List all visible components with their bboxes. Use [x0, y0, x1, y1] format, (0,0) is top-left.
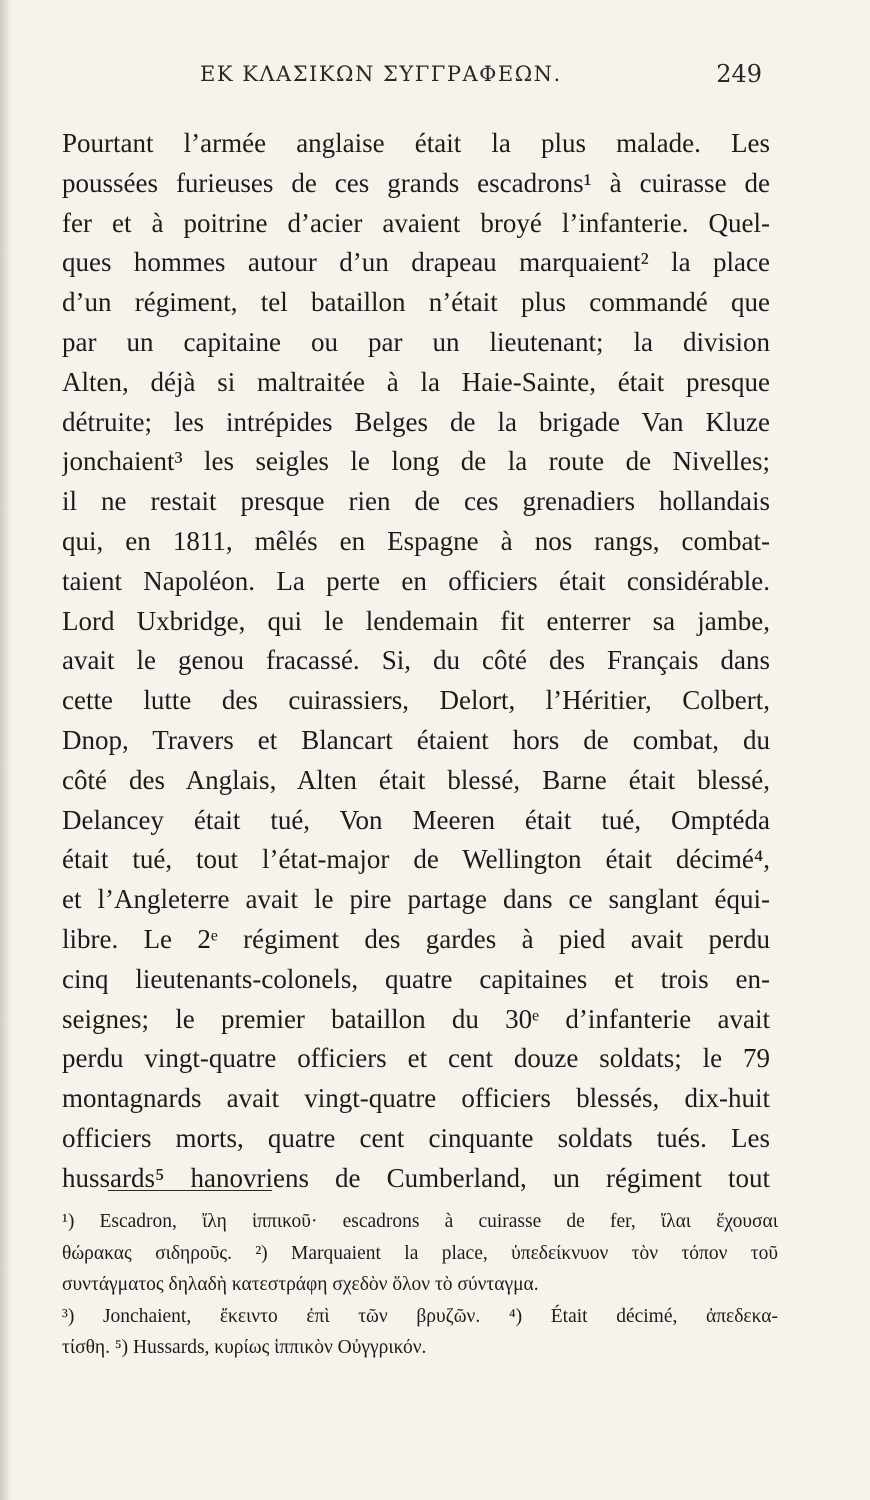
footnote-line: ³) Jonchaient, ἔκειντο ἐπὶ τῶν βρυζῶν. ⁴) Était décimé, ἀπεδεκα- — [62, 1305, 778, 1327]
text-line: Dnop, Travers et Blancart étaient hors de combat, du — [62, 724, 770, 755]
footnotes — [62, 1206, 778, 1364]
footnote-line: συντάγματος δηλαδὴ κατεστράφη σχεδὸν ὅλον τὸ σύνταγμα. — [62, 1274, 539, 1295]
text-line: détruite; les intrépides Belges de la brigade Van Kluze — [62, 406, 770, 437]
text-line: jonchaient³ les seigles le long de la route de Nivelles; — [62, 446, 770, 477]
footnote-rule — [108, 1190, 272, 1191]
text-line: qui, en 1811, mêlés en Espagne à nos rangs, combat- — [62, 525, 770, 556]
footnote-line: θώρακας σιδηροῦς. ²) Marquaient la place, ὑπεδείκνυον τὸν τόπον τοῦ — [62, 1242, 778, 1264]
text-line: libre. Le 2ᵉ régiment des gardes à pied avait perdu — [62, 923, 770, 954]
text-line: avait le genou fracassé. Si, du côté des Français dans — [62, 645, 770, 676]
text-line: Alten, déjà si maltraitée à la Haie-Sainte, était presque — [62, 366, 770, 397]
text-line: officiers morts, quatre cent cinquante soldats tués. Les — [62, 1122, 770, 1153]
page-header — [200, 62, 770, 98]
text-line: côté des Anglais, Alten était blessé, Barne était blessé, — [62, 764, 770, 795]
binding-edge — [0, 0, 12, 1500]
text-line: montagnards avait vingt-quatre officiers blessés, dix-huit — [62, 1083, 770, 1114]
text-line: taient Napoléon. La perte en officiers était considérable. — [62, 565, 770, 596]
text-line: Pourtant l’armée anglaise était la plus malade. Les — [62, 128, 770, 158]
text-line: et l’Angleterre avait le pire partage dans ce sanglant équi- — [62, 884, 770, 915]
text-line: ques hommes autour d’un drapeau marquaient² la place — [62, 247, 770, 278]
text-line: était tué, tout l’état-major de Wellington était décimé⁴, — [62, 844, 770, 875]
text-line: hussards⁵ hanovriens de Cumberland, un régiment tout — [62, 1162, 770, 1193]
text-line: cette lutte des cuirassiers, Delort, l’Héritier, Colbert, — [62, 685, 770, 716]
text-line: fer et à poitrine d’acier avaient broyé l’infanterie. Quel- — [62, 207, 770, 238]
text-line: d’un régiment, tel bataillon n’était plus commandé que — [62, 287, 770, 318]
text-line: cinq lieutenants-colonels, quatre capitaines et trois en- — [62, 963, 770, 994]
text-line: Lord Uxbridge, qui le lendemain fit enterrer sa jambe, — [62, 605, 770, 636]
footnote-line: ¹) Escadron, ἴλη ἱππικοῦ· escadrons à cuirasse de fer, ἴλαι ἔχουσαι — [62, 1211, 778, 1232]
running-head: ΕΚ ΚΛΑΣΙΚΩΝ ΣΥΓΓΡΑΦΕΩΝ. — [200, 62, 562, 86]
text-line: perdu vingt-quatre officiers et cent douze soldats; le 79 — [62, 1043, 770, 1074]
text-line: Delancey était tué, Von Meeren était tué, Omptéda — [62, 804, 770, 835]
text-line: seignes; le premier bataillon du 30ᵉ d’infanterie avait — [62, 1003, 770, 1034]
text-line: par un capitaine ou par un lieutenant; la division — [62, 326, 770, 357]
page-number: 249 — [716, 60, 762, 88]
text-line: poussées furieuses de ces grands escadrons¹ à cuirasse de — [62, 167, 770, 198]
footnote-line: τίσθη. ⁵) Hussards, κυρίως ἱππικὸν Οὐγγρικόν. — [62, 1337, 427, 1358]
text-line: il ne restait presque rien de ces grenadiers hollandais — [62, 486, 770, 517]
body-text — [62, 124, 770, 1199]
